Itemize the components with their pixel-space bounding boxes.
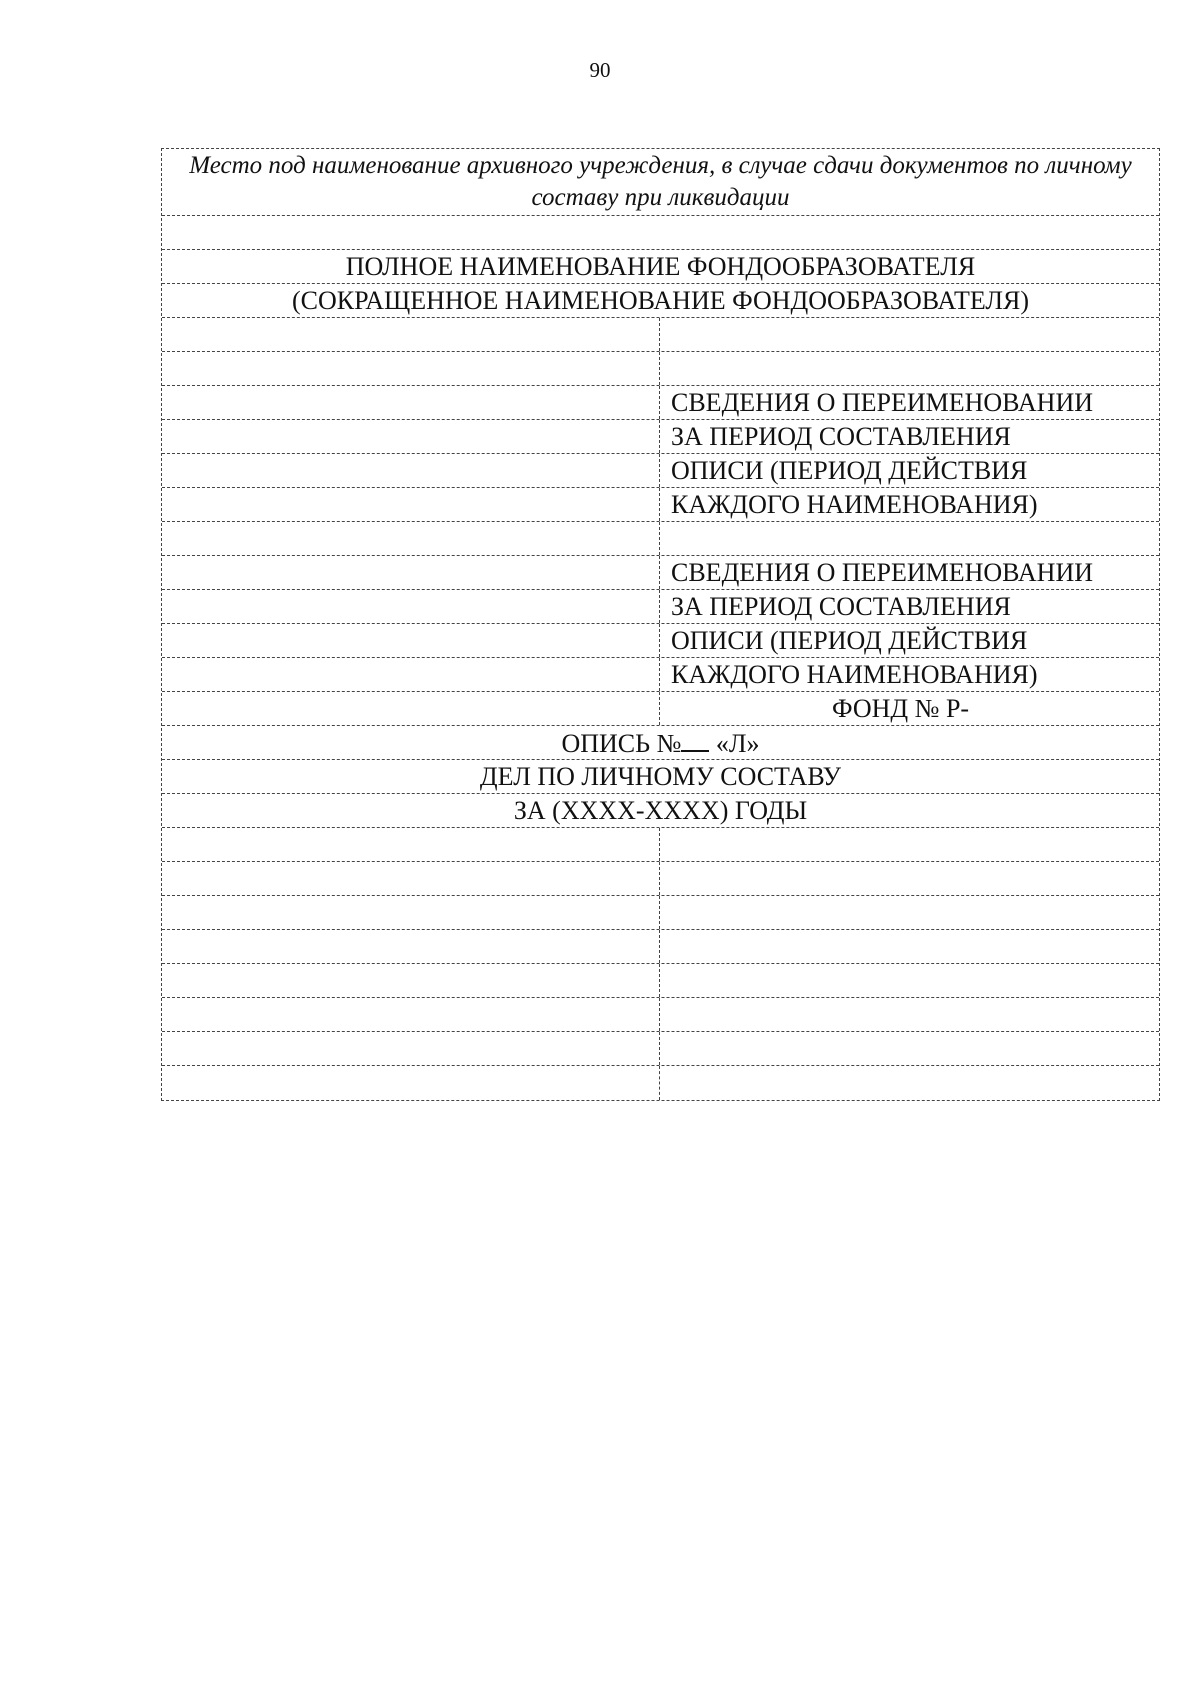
split-row: [162, 828, 1159, 862]
rename-1-line-2: ЗА ПЕРИОД СОСТАВЛЕНИЯ: [671, 422, 1011, 451]
fund-creator-full-name: ПОЛНОЕ НАИМЕНОВАНИЕ ФОНДООБРАЗОВАТЕЛЯ: [345, 252, 976, 281]
full-name-row: [162, 250, 1159, 284]
split-row: [162, 930, 1159, 964]
inventory-title-form: [161, 148, 1160, 1101]
rename-2-line-3: ОПИСИ (ПЕРИОД ДЕЙСТВИЯ: [671, 626, 1028, 655]
right-cell: [660, 896, 1159, 929]
right-cell: [660, 1066, 1159, 1100]
years-row: [162, 794, 1159, 828]
rename-1-line-1: СВЕДЕНИЯ О ПЕРЕИМЕНОВАНИИ: [671, 388, 1093, 417]
left-cell: [162, 828, 660, 861]
rename-1-line-4: КАЖДОГО НАИМЕНОВАНИЯ): [671, 490, 1038, 519]
left-cell: [162, 964, 660, 997]
opis-number: [162, 726, 1159, 759]
rename-row: [162, 556, 1159, 590]
rename-1-line-3: ОПИСИ (ПЕРИОД ДЕЙСТВИЯ: [671, 456, 1028, 485]
left-cell: [162, 1032, 660, 1065]
years-range: ЗА (ХХХХ-ХХХХ) ГОДЫ: [513, 796, 808, 825]
cases-title: ДЕЛ ПО ЛИЧНОМУ СОСТАВУ: [479, 762, 842, 791]
left-cell: [162, 318, 660, 351]
opis-suffix: «Л»: [715, 729, 760, 758]
left-cell: [162, 386, 660, 419]
archive-placeholder-text: Место под наименование архивного учреждения, в случае сдачи документов по личному составу при ликвидации: [189, 152, 1132, 211]
opis-row: [162, 726, 1159, 760]
rename-row: [162, 386, 1159, 420]
rename-2-line-1: СВЕДЕНИЯ О ПЕРЕИМЕНОВАНИИ: [671, 558, 1093, 587]
split-row: [162, 1032, 1159, 1066]
rename-row: [162, 590, 1159, 624]
left-cell: [162, 556, 660, 589]
fond-row: [162, 692, 1159, 726]
right-cell: [660, 862, 1159, 895]
short-name-row: [162, 284, 1159, 318]
right-cell: [660, 998, 1159, 1031]
left-cell: [162, 488, 660, 521]
right-cell: [660, 930, 1159, 963]
rename-2-line-2: ЗА ПЕРИОД СОСТАВЛЕНИЯ: [671, 592, 1011, 621]
left-cell: [162, 352, 660, 385]
split-row: [162, 862, 1159, 896]
split-row: [162, 318, 1159, 352]
right-cell: [660, 318, 1159, 351]
right-cell: [660, 964, 1159, 997]
left-cell: [162, 624, 660, 657]
left-cell: [162, 454, 660, 487]
cases-title-row: [162, 760, 1159, 794]
split-row: [162, 522, 1159, 556]
blank-row: [162, 216, 1159, 250]
blank-cell: [162, 216, 1159, 249]
rename-row: [162, 420, 1159, 454]
right-cell: [660, 1032, 1159, 1065]
page-number: 90: [589, 58, 611, 82]
right-cell: [660, 522, 1159, 555]
rename-row: [162, 454, 1159, 488]
left-cell: [162, 590, 660, 623]
fund-creator-short-name: (СОКРАЩЕННОЕ НАИМЕНОВАНИЕ ФОНДООБРАЗОВАТЕЛЯ): [291, 286, 1030, 315]
left-cell: [162, 862, 660, 895]
left-cell: [162, 420, 660, 453]
left-cell: [162, 930, 660, 963]
split-row: [162, 1066, 1159, 1100]
split-row: [162, 998, 1159, 1032]
split-row: [162, 964, 1159, 998]
split-row: [162, 896, 1159, 930]
rename-row: [162, 488, 1159, 522]
left-cell: [162, 998, 660, 1031]
left-cell: [162, 658, 660, 691]
left-cell: [162, 1066, 660, 1100]
split-row: [162, 352, 1159, 386]
left-cell: [162, 522, 660, 555]
left-cell: [162, 896, 660, 929]
rename-row: [162, 658, 1159, 692]
rename-row: [162, 624, 1159, 658]
archive-placeholder-row: [162, 149, 1159, 216]
right-cell: [660, 352, 1159, 385]
fond-number: ФОНД № Р-: [832, 694, 970, 723]
opis-prefix: ОПИСЬ №: [561, 729, 682, 758]
left-cell: [162, 692, 660, 725]
right-cell: [660, 828, 1159, 861]
opis-number-blank: [681, 726, 709, 752]
rename-2-line-4: КАЖДОГО НАИМЕНОВАНИЯ): [671, 660, 1038, 689]
